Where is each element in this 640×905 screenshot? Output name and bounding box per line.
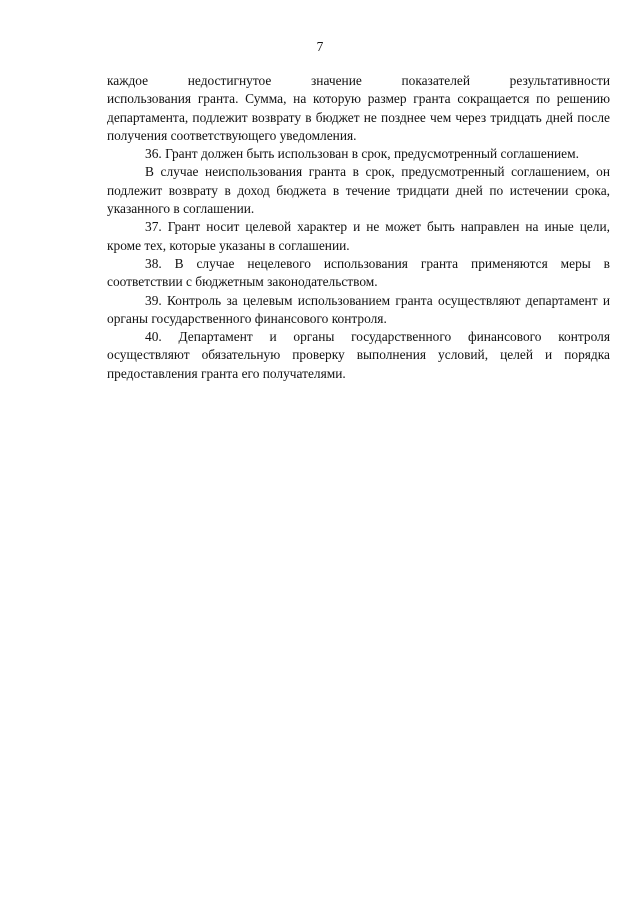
paragraph-36: 36. Грант должен быть использован в срок, предусмотренный соглашением. bbox=[145, 146, 579, 162]
paragraph-continuation: использования гранта. Сумма, на которую размер гранта сокращается по решению департамента, подлежит возврату в бюджет не позднее чем через тридцать дней после получения соответствующего уведомления. bbox=[107, 91, 610, 143]
paragraph-37: 37. Грант носит целевой характер и не может быть направлен на иные цели, кроме тех, которые указаны в соглашении. bbox=[107, 219, 610, 253]
document-body bbox=[107, 72, 610, 383]
paragraph-36-continuation: В случае неиспользования гранта в срок, предусмотренный соглашением, он подлежит возврату в доход бюджета в течение тридцати дней по истечении срока, указанного в соглашении. bbox=[107, 164, 610, 217]
paragraph-40: 40. Департамент и органы государственного финансового контроля осуществляют обязательную проверку выполнения условий, целей и порядка предоставления гранта его получателями. bbox=[107, 329, 610, 381]
paragraph-continuation-first-line: каждое недостигнутое значение показателей результативности bbox=[107, 73, 610, 88]
paragraph-38: 38. В случае нецелевого использования гранта применяются меры в соответствии с бюджетным законодательством. bbox=[107, 255, 610, 290]
paragraph-39: 39. Контроль за целевым использованием гранта осуществляют департамент и органы государственного финансового контроля. bbox=[107, 292, 610, 326]
page-number: 7 bbox=[316, 39, 324, 54]
